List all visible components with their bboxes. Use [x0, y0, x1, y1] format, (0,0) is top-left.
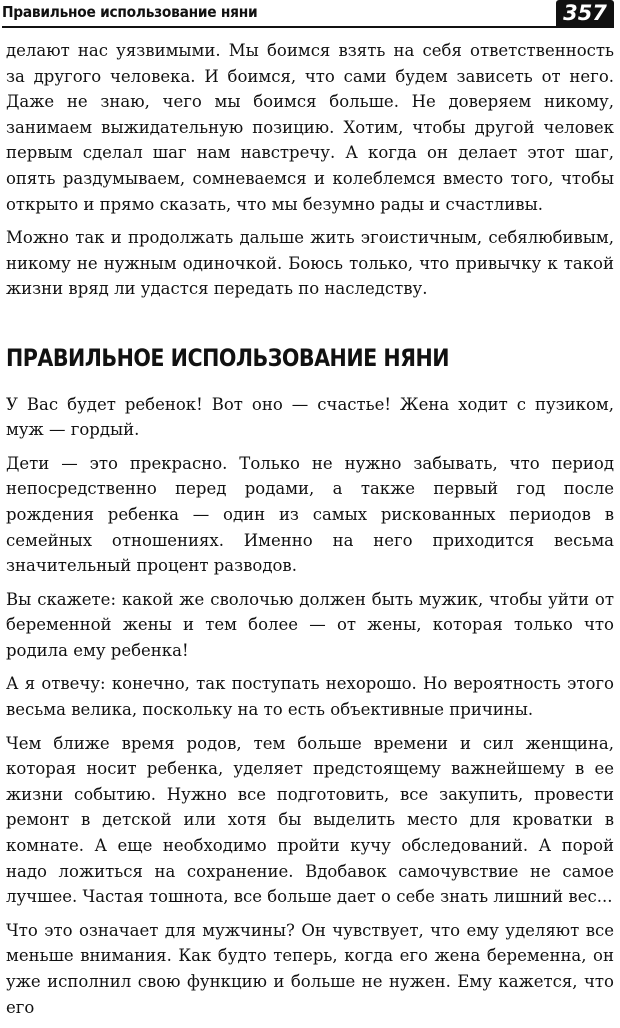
body-text	[6, 38, 614, 1028]
running-title: Правильное использование няни	[2, 3, 258, 21]
paragraph: Дети — это прекрасно. Только не нужно забывать, что период непосредственно перед родами, а также первый год после рождения ребенка — один из самых рискованных периодов в семейных отношениях. Именно на него приходится весьма значительный процент разводов.	[6, 453, 614, 576]
paragraph: А я отвечу: конечно, так поступать нехорошо. Но вероятность этого весьма велика, поскольку на то есть объективные причины.	[6, 674, 614, 720]
paragraph: Вы скажете: какой же сволочью должен быть мужик, чтобы уйти от беременной жены и тем более — от жены, которая только что родила ему ребенка!	[6, 589, 614, 660]
paragraph: Чем ближе время родов, тем больше времени и сил женщина, которая носит ребенка, уделяет предстоящему важнейшему в ее жизни событию. Нужно все подготовить, все закупить, провести ремонт в детской или хотя бы выделить место для кроватки в комнате. А еще необходимо пройти кучу обследований. А порой надо ложиться на сохранение. Вдобавок самочувствие не самое лучшее. Частая тошнота, все больше дает о себе знать лишний вес...	[6, 733, 614, 907]
paragraph: Можно так и продолжать дальше жить эгоистичным, себялюбивым, никому не нужным одиночкой. Боюсь только, что привычку к такой жизни вряд ли удастся передать по наследству.	[6, 228, 614, 299]
section-title: ПРАВИЛЬНОЕ ИСПОЛЬЗОВАНИЕ НЯНИ	[6, 343, 449, 372]
paragraph: Что это означает для мужчины? Он чувствует, что ему уделяют все меньше внимания. Как будто теперь, когда его жена беременна, он уже исполнил свою функцию и больше не нужен. Ему кажется, что его	[6, 920, 614, 1017]
running-header	[2, 2, 614, 28]
paragraph: У Вас будет ребенок! Вот оно — счастье! Жена ходит с пузиком, муж — гордый.	[6, 394, 614, 440]
paragraph: делают нас уязвимыми. Мы боимся взять на себя ответственность за другого человека. И боимся, что сами будем зависеть от него. Даже не знаю, чего мы боимся больше. Не доверяем никому, занимаем выжидательную позицию. Хотим, чтобы другой человек первым сделал шаг нам навстречу. А когда он делает этот шаг, опять раздумываем, сомневаемся и колеблемся вместо того, чтобы открыто и прямо сказать, что мы безумно рады и счастливы.	[6, 41, 614, 214]
page-number: 357	[556, 0, 614, 26]
